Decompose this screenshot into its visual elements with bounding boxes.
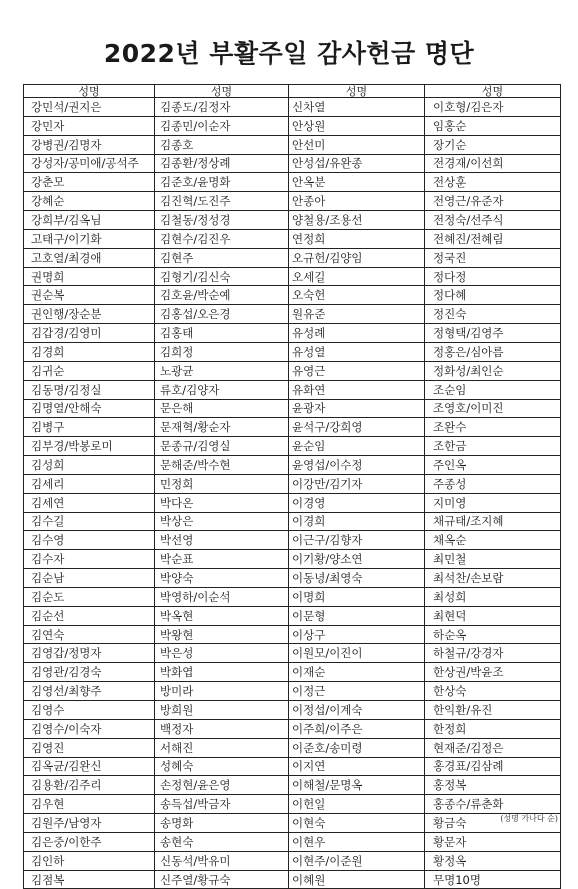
name-cell: 이문형	[289, 606, 425, 625]
name-cell: 김용환/김주리	[24, 776, 155, 795]
name-cell: 송현숙	[155, 832, 289, 851]
name-cell: 이정섭/이계숙	[289, 701, 425, 720]
name-cell: 김순남	[24, 569, 155, 588]
name-cell: 강혜순	[24, 192, 155, 211]
name-cell: 지미영	[425, 493, 561, 512]
name-cell: 이원모/이진이	[289, 644, 425, 663]
name-cell: 박왕현	[155, 625, 289, 644]
name-cell: 김형기/김신숙	[155, 267, 289, 286]
table-row	[24, 211, 561, 230]
sort-order-note: (성명 가나다 순)	[500, 814, 558, 823]
table-row	[24, 776, 561, 795]
name-cell: 김종민/이순자	[155, 116, 289, 135]
name-cell: 안상원	[289, 116, 425, 135]
name-cell: 연정희	[289, 229, 425, 248]
table-row	[24, 757, 561, 776]
name-cell: 김인하	[24, 851, 155, 870]
name-cell: 김세리	[24, 474, 155, 493]
name-cell: 고호열/최경애	[24, 248, 155, 267]
table-row	[24, 456, 561, 475]
column-header: 성명	[289, 85, 425, 98]
table-row	[24, 870, 561, 889]
name-cell: 주인옥	[425, 456, 561, 475]
name-cell: 권명희	[24, 267, 155, 286]
name-cell: 김종호	[155, 135, 289, 154]
name-cell: 김철동/정성경	[155, 211, 289, 230]
table-row	[24, 135, 561, 154]
name-cell: 정다정	[425, 267, 561, 286]
name-cell: 김희정	[155, 342, 289, 361]
name-cell: 김순도	[24, 587, 155, 606]
donor-table	[23, 84, 561, 889]
name-cell: 김세연	[24, 493, 155, 512]
table-row	[24, 851, 561, 870]
table-row	[24, 493, 561, 512]
name-cell: 이명희	[289, 587, 425, 606]
name-cell: 김영수/이숙자	[24, 719, 155, 738]
name-cell: 박순표	[155, 550, 289, 569]
name-cell: 황문자	[425, 832, 561, 851]
name-cell: 김수길	[24, 512, 155, 531]
name-cell: 최현덕	[425, 606, 561, 625]
name-cell: 김수영	[24, 531, 155, 550]
name-cell: 김병구	[24, 418, 155, 437]
table-row	[24, 267, 561, 286]
table-row	[24, 738, 561, 757]
table-row	[24, 663, 561, 682]
name-cell: 채옥순	[425, 531, 561, 550]
column-header: 성명	[155, 85, 289, 98]
name-cell: 이준호/송미령	[289, 738, 425, 757]
name-cell: 문은해	[155, 399, 289, 418]
name-cell: 송명화	[155, 814, 289, 833]
table-row	[24, 305, 561, 324]
name-cell: 박다온	[155, 493, 289, 512]
name-cell: 전영근/유준자	[425, 192, 561, 211]
name-cell: 박영하/이순석	[155, 587, 289, 606]
table-row	[24, 512, 561, 531]
name-cell: 손정현/윤은영	[155, 776, 289, 795]
name-cell: 이상구	[289, 625, 425, 644]
name-cell: 김호윤/박순예	[155, 286, 289, 305]
name-cell: 정진숙	[425, 305, 561, 324]
name-cell: 노광균	[155, 361, 289, 380]
name-cell: 안옥분	[289, 173, 425, 192]
table-header-row	[24, 85, 561, 98]
name-cell: 류호/김양자	[155, 380, 289, 399]
name-cell: 백정자	[155, 719, 289, 738]
table-row	[24, 361, 561, 380]
name-cell: 채규태/조지혜	[425, 512, 561, 531]
name-cell: 안성섭/유완종	[289, 154, 425, 173]
name-cell: 박옥현	[155, 606, 289, 625]
name-cell: 전경재/이선희	[425, 154, 561, 173]
name-cell: 김홍섭/오은경	[155, 305, 289, 324]
name-cell: 김부경/박봉로미	[24, 437, 155, 456]
name-cell: 김영관/김경숙	[24, 663, 155, 682]
name-cell: 김연숙	[24, 625, 155, 644]
name-cell: 주종성	[425, 474, 561, 493]
page-title: 2022년 부활주일 감사헌금 명단	[103, 39, 475, 68]
name-cell: 김종환/정상례	[155, 154, 289, 173]
column-header: 성명	[24, 85, 155, 98]
name-cell: 김귀순	[24, 361, 155, 380]
name-cell: 황정옥	[425, 851, 561, 870]
name-cell: 한익환/유진	[425, 701, 561, 720]
table-row	[24, 324, 561, 343]
name-cell: 장기순	[425, 135, 561, 154]
name-cell: 조완수	[425, 418, 561, 437]
name-cell: 강민자	[24, 116, 155, 135]
name-cell: 박화엽	[155, 663, 289, 682]
name-cell: 박양숙	[155, 569, 289, 588]
name-cell: 권순복	[24, 286, 155, 305]
name-cell: 조영호/이미진	[425, 399, 561, 418]
name-cell: 박은성	[155, 644, 289, 663]
table-row	[24, 437, 561, 456]
name-cell: 신주열/황규숙	[155, 870, 289, 889]
name-cell: 조한금	[425, 437, 561, 456]
name-cell: 윤영섭/이수정	[289, 456, 425, 475]
table-row	[24, 606, 561, 625]
name-cell: 이주희/이주은	[289, 719, 425, 738]
name-cell: 권인행/장순분	[24, 305, 155, 324]
name-cell: 김은중/이한주	[24, 832, 155, 851]
name-cell: 조순임	[425, 380, 561, 399]
name-cell: 이동녕/최영숙	[289, 569, 425, 588]
table-row	[24, 380, 561, 399]
name-cell: 문해준/박수현	[155, 456, 289, 475]
name-cell: 이경영	[289, 493, 425, 512]
name-cell: 오세길	[289, 267, 425, 286]
name-cell: 최석찬/손보람	[425, 569, 561, 588]
name-cell: 김영수	[24, 701, 155, 720]
name-cell: 김준호/윤명화	[155, 173, 289, 192]
name-cell: 김홍태	[155, 324, 289, 343]
table-row	[24, 342, 561, 361]
table-row	[24, 814, 561, 833]
name-cell: 강민석/권지은	[24, 98, 155, 117]
table-row	[24, 173, 561, 192]
name-cell: 정홍은/심아름	[425, 342, 561, 361]
name-cell: 김동명/김정실	[24, 380, 155, 399]
name-cell: 한정희	[425, 719, 561, 738]
name-cell: 고태구/이기화	[24, 229, 155, 248]
table-row	[24, 682, 561, 701]
name-cell: 임홍순	[425, 116, 561, 135]
name-cell: 이기황/양소연	[289, 550, 425, 569]
name-cell: 무명10명	[425, 870, 561, 889]
name-cell: 한상권/박윤조	[425, 663, 561, 682]
name-cell: 신동석/박유미	[155, 851, 289, 870]
name-cell: 유화연	[289, 380, 425, 399]
name-cell: 이현주/이준원	[289, 851, 425, 870]
name-cell: 신차열	[289, 98, 425, 117]
name-cell: 한상숙	[425, 682, 561, 701]
name-cell: 이혜원	[289, 870, 425, 889]
column-header: 성명	[425, 85, 561, 98]
name-cell: 강성자/공미애/공석주	[24, 154, 155, 173]
name-cell: 안종아	[289, 192, 425, 211]
table-row	[24, 116, 561, 135]
name-cell: 김점복	[24, 870, 155, 889]
name-cell: 정다혜	[425, 286, 561, 305]
name-cell: 최민철	[425, 550, 561, 569]
name-cell: 이지연	[289, 757, 425, 776]
name-cell: 강춘모	[24, 173, 155, 192]
name-cell: 김영선/최향주	[24, 682, 155, 701]
table-row	[24, 587, 561, 606]
table-row	[24, 399, 561, 418]
name-cell: 이근구/김향자	[289, 531, 425, 550]
name-cell: 전상훈	[425, 173, 561, 192]
name-cell: 유성열	[289, 342, 425, 361]
name-cell: 송득섭/박금자	[155, 795, 289, 814]
name-cell: 성혜숙	[155, 757, 289, 776]
table-row	[24, 474, 561, 493]
name-cell: 정형택/김영주	[425, 324, 561, 343]
name-cell: 양철용/조용선	[289, 211, 425, 230]
name-cell: 황금숙	[425, 814, 561, 833]
name-cell: 김갑경/김영미	[24, 324, 155, 343]
name-cell: 유영근	[289, 361, 425, 380]
table-row	[24, 644, 561, 663]
name-cell: 김진혁/도진주	[155, 192, 289, 211]
table-row	[24, 795, 561, 814]
name-cell: 이현우	[289, 832, 425, 851]
name-cell: 현재준/김정은	[425, 738, 561, 757]
name-cell: 김순선	[24, 606, 155, 625]
name-cell: 오숙헌	[289, 286, 425, 305]
name-cell: 최성희	[425, 587, 561, 606]
name-cell: 박선영	[155, 531, 289, 550]
table-body	[24, 98, 561, 889]
name-cell: 김옥균/김완신	[24, 757, 155, 776]
name-cell: 강병권/김명자	[24, 135, 155, 154]
name-cell: 홍종수/류춘화	[425, 795, 561, 814]
name-cell: 김원주/남영자	[24, 814, 155, 833]
table-row	[24, 719, 561, 738]
name-cell: 이경희	[289, 512, 425, 531]
name-cell: 이강만/김기자	[289, 474, 425, 493]
name-cell: 하순옥	[425, 625, 561, 644]
name-cell: 윤석구/강희영	[289, 418, 425, 437]
name-cell: 정국진	[425, 248, 561, 267]
name-cell: 강희부/김옥님	[24, 211, 155, 230]
name-cell: 김현수/김진우	[155, 229, 289, 248]
name-cell: 이재순	[289, 663, 425, 682]
name-cell: 서해진	[155, 738, 289, 757]
name-cell: 문종규/김영실	[155, 437, 289, 456]
name-cell: 박상은	[155, 512, 289, 531]
name-cell: 김경희	[24, 342, 155, 361]
table-row	[24, 531, 561, 550]
name-cell: 유성례	[289, 324, 425, 343]
name-cell: 이호형/김은자	[425, 98, 561, 117]
name-cell: 정화성/최인순	[425, 361, 561, 380]
name-cell: 김수자	[24, 550, 155, 569]
table-row	[24, 192, 561, 211]
table-row	[24, 154, 561, 173]
name-cell: 방희원	[155, 701, 289, 720]
name-cell: 오규헌/김양임	[289, 248, 425, 267]
table-row	[24, 569, 561, 588]
name-cell: 문재혁/황순자	[155, 418, 289, 437]
name-cell: 원유준	[289, 305, 425, 324]
table-row	[24, 248, 561, 267]
name-cell: 김현주	[155, 248, 289, 267]
name-cell: 김영진	[24, 738, 155, 757]
name-cell: 홍정복	[425, 776, 561, 795]
name-cell: 안선미	[289, 135, 425, 154]
name-cell: 김종도/김정자	[155, 98, 289, 117]
name-cell: 홍경표/김삼례	[425, 757, 561, 776]
name-cell: 이정근	[289, 682, 425, 701]
name-cell: 민정희	[155, 474, 289, 493]
table-row	[24, 701, 561, 720]
table-row	[24, 418, 561, 437]
name-cell: 김성희	[24, 456, 155, 475]
name-cell: 이현숙	[289, 814, 425, 833]
name-cell: 김우현	[24, 795, 155, 814]
name-cell: 방미라	[155, 682, 289, 701]
table-row	[24, 98, 561, 117]
name-cell: 이헌일	[289, 795, 425, 814]
table-row	[24, 625, 561, 644]
name-cell: 전정숙/선주식	[425, 211, 561, 230]
name-cell: 전혜진/전혜림	[425, 229, 561, 248]
name-cell: 김명열/안해숙	[24, 399, 155, 418]
table-row	[24, 550, 561, 569]
name-cell: 윤광자	[289, 399, 425, 418]
name-cell: 윤순임	[289, 437, 425, 456]
table-row	[24, 286, 561, 305]
name-cell: 김영갑/정명자	[24, 644, 155, 663]
table-row	[24, 229, 561, 248]
table-row	[24, 832, 561, 851]
name-cell: 하철규/강경자	[425, 644, 561, 663]
name-cell: 이해철/문명옥	[289, 776, 425, 795]
